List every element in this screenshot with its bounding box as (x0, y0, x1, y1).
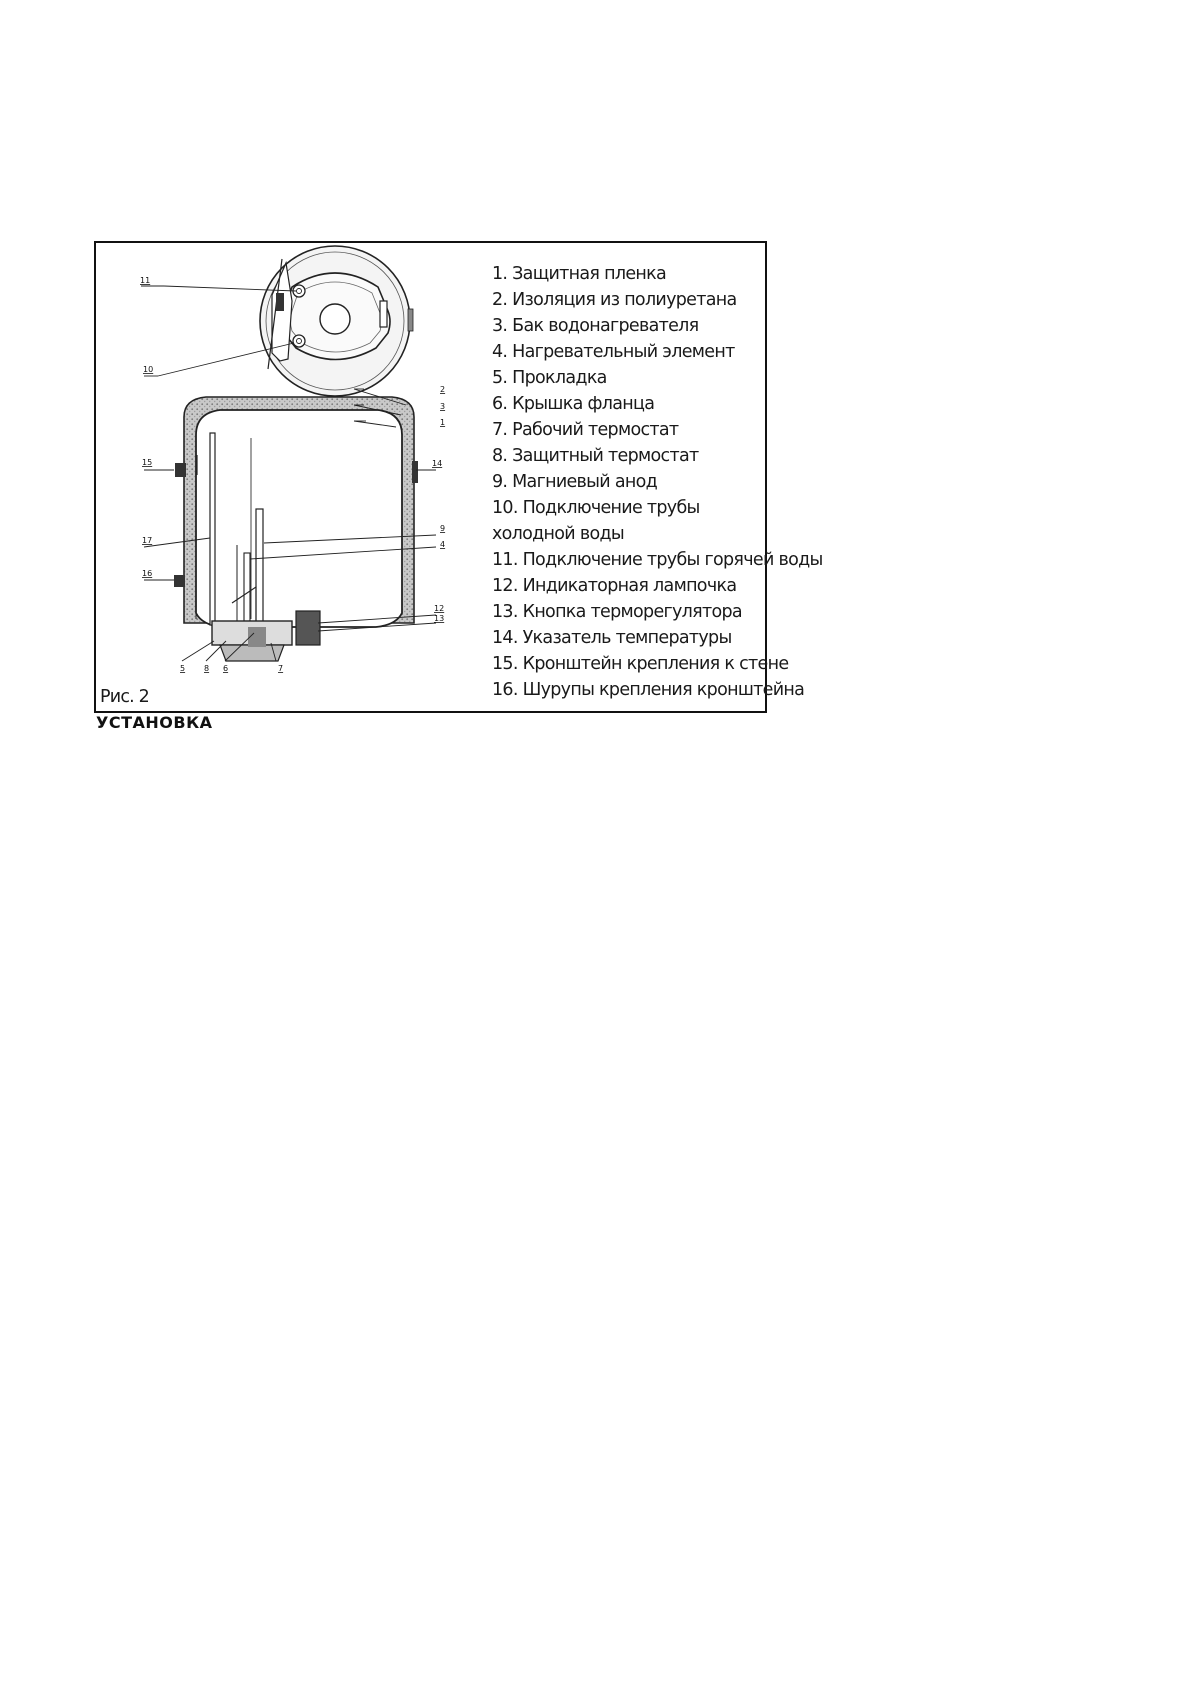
section-heading-cut (96, 713, 296, 732)
callout-4: 4 (440, 540, 446, 549)
legend-item: 1. Защитная пленка (492, 264, 667, 284)
parts-legend (492, 261, 823, 703)
legend-item: 8. Защитный термостат (492, 446, 699, 466)
callout-1: 1 (440, 418, 446, 427)
legend-item: 10. Подключение трубы холодной воды (492, 498, 700, 544)
legend-item: 7. Рабочий термостат (492, 420, 679, 440)
callout-17: 17 (142, 536, 153, 545)
callout-16: 16 (142, 569, 153, 578)
section-heading: УСТАНОВКА (96, 713, 213, 732)
callout-6: 6 (223, 664, 229, 673)
figure-2 (94, 241, 823, 713)
legend-item: 15. Кронштейн крепления к стене (492, 654, 789, 674)
callout-8: 8 (204, 664, 210, 673)
legend-item: 5. Прокладка (492, 368, 607, 388)
legend-item: 14. Указатель температуры (492, 628, 732, 648)
callout-10: 10 (143, 365, 154, 374)
legend-item: 4. Нагревательный элемент (492, 342, 735, 362)
cross-section (174, 397, 418, 661)
callout-15: 15 (142, 458, 153, 467)
callout-5: 5 (180, 664, 186, 673)
legend-item: 9. Магниевый анод (492, 472, 657, 492)
water-heater-diagram (96, 243, 476, 711)
callout-9: 9 (440, 524, 446, 533)
callout-14: 14 (432, 459, 443, 468)
figure-caption: Рис. 2 (100, 687, 150, 707)
legend-item: 11. Подключение трубы горячей воды (492, 550, 823, 570)
callout-3: 3 (440, 402, 446, 411)
callout-7: 7 (278, 664, 284, 673)
top-view (260, 246, 413, 396)
legend-item: 16. Шурупы крепления кронштейна (492, 680, 805, 700)
callout-13: 13 (434, 614, 445, 623)
legend-item: 2. Изоляция из полиуретана (492, 290, 737, 310)
callout-11: 11 (140, 276, 151, 285)
legend-item: 13. Кнопка терморегулятора (492, 602, 742, 622)
legend-item: 12. Индикаторная лампочка (492, 576, 737, 596)
legend-item: 6. Крышка фланца (492, 394, 655, 414)
legend-item: 3. Бак водонагревателя (492, 316, 699, 336)
callout-12: 12 (434, 604, 445, 613)
callout-2: 2 (440, 385, 446, 394)
